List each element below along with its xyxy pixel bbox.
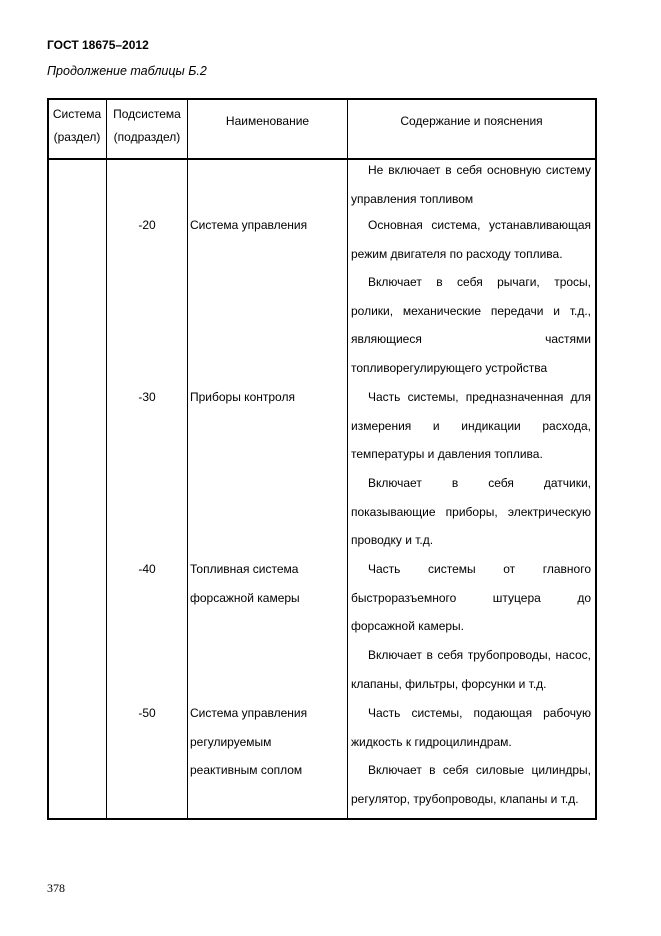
- row-3-name: [190, 555, 345, 612]
- row-3-subsystem-code: -40: [138, 562, 156, 576]
- table-bottom-border: [47, 818, 597, 820]
- row-2-paragraph-1: Часть системы, предназначенная для измерения и индикации расхода, температуры и давления топлива.: [351, 390, 591, 462]
- header-system-line-1: Система: [52, 107, 102, 121]
- column-divider-3: [347, 98, 348, 820]
- row-3-name-line-2: форсажной камеры: [190, 590, 300, 605]
- row-3-paragraph-1: Часть системы от главного быстроразъемного штуцера до форсажной камеры.: [351, 562, 591, 634]
- page-number: 378: [47, 881, 65, 895]
- row-2-subsystem-code: -30: [138, 390, 156, 404]
- row-1-subsystem-code: -20: [138, 218, 156, 232]
- row-4-name: [190, 699, 345, 785]
- header-content: Содержание и пояснения: [400, 114, 543, 128]
- table-right-border: [595, 98, 597, 820]
- header-subsystem-line-2: (подраздел): [113, 130, 181, 144]
- header-system-line-2: (раздел): [53, 130, 101, 144]
- row-2-name: [190, 383, 345, 412]
- header-subsystem-line-1: Подсистема: [113, 107, 181, 121]
- table-continuation-caption: Продолжение таблицы Б.2: [47, 64, 207, 78]
- row-4-subsystem-code: -50: [138, 706, 156, 720]
- row-1-paragraph-1: Основная система, устанавливающая режим двигателя по расходу топлива.: [351, 218, 591, 261]
- row-2-name-line-1: Приборы контроля: [190, 390, 295, 404]
- row-1-name: [190, 211, 345, 240]
- row-0-paragraph-1: Не включает в себя основную систему управления топливом: [351, 163, 591, 206]
- header-subsystem: [107, 103, 187, 163]
- table-top-border: [47, 98, 597, 100]
- row-4-name-line-1: Система управления: [190, 706, 308, 720]
- row-4-name-line-3: реактивным соплом: [190, 763, 303, 778]
- column-divider-2: [187, 98, 188, 820]
- row-4-paragraph-1: Часть системы, подающая рабочую жидкость к гидроцилиндрам.: [351, 706, 591, 749]
- header-name: Наименование: [225, 114, 310, 128]
- row-4-paragraph-2: Включает в себя силовые цилиндры, регулятор, трубопроводы, клапаны и т.д.: [351, 763, 591, 806]
- header-system: [48, 103, 106, 163]
- classification-table: [47, 98, 597, 820]
- row-3-name-line-1: Топливная система: [190, 562, 299, 576]
- row-3-paragraph-2: Включает в себя трубопроводы, насос, клапаны, фильтры, форсунки и т.д.: [351, 648, 591, 691]
- row-4-name-line-2: регулируемым: [190, 734, 272, 749]
- row-1-paragraph-2: Включает в себя рычаги, тросы, ролики, механические передачи и т.д., являющиеся частями топливорегулирующего устройства: [351, 275, 591, 376]
- document-code: ГОСТ 18675–2012: [47, 38, 149, 52]
- table-left-border: [47, 98, 49, 820]
- row-2-paragraph-2: Включает в себя датчики, показывающие приборы, электрическую проводку и т.д.: [351, 476, 591, 548]
- row-1-name-line-1: Система управления: [190, 218, 308, 232]
